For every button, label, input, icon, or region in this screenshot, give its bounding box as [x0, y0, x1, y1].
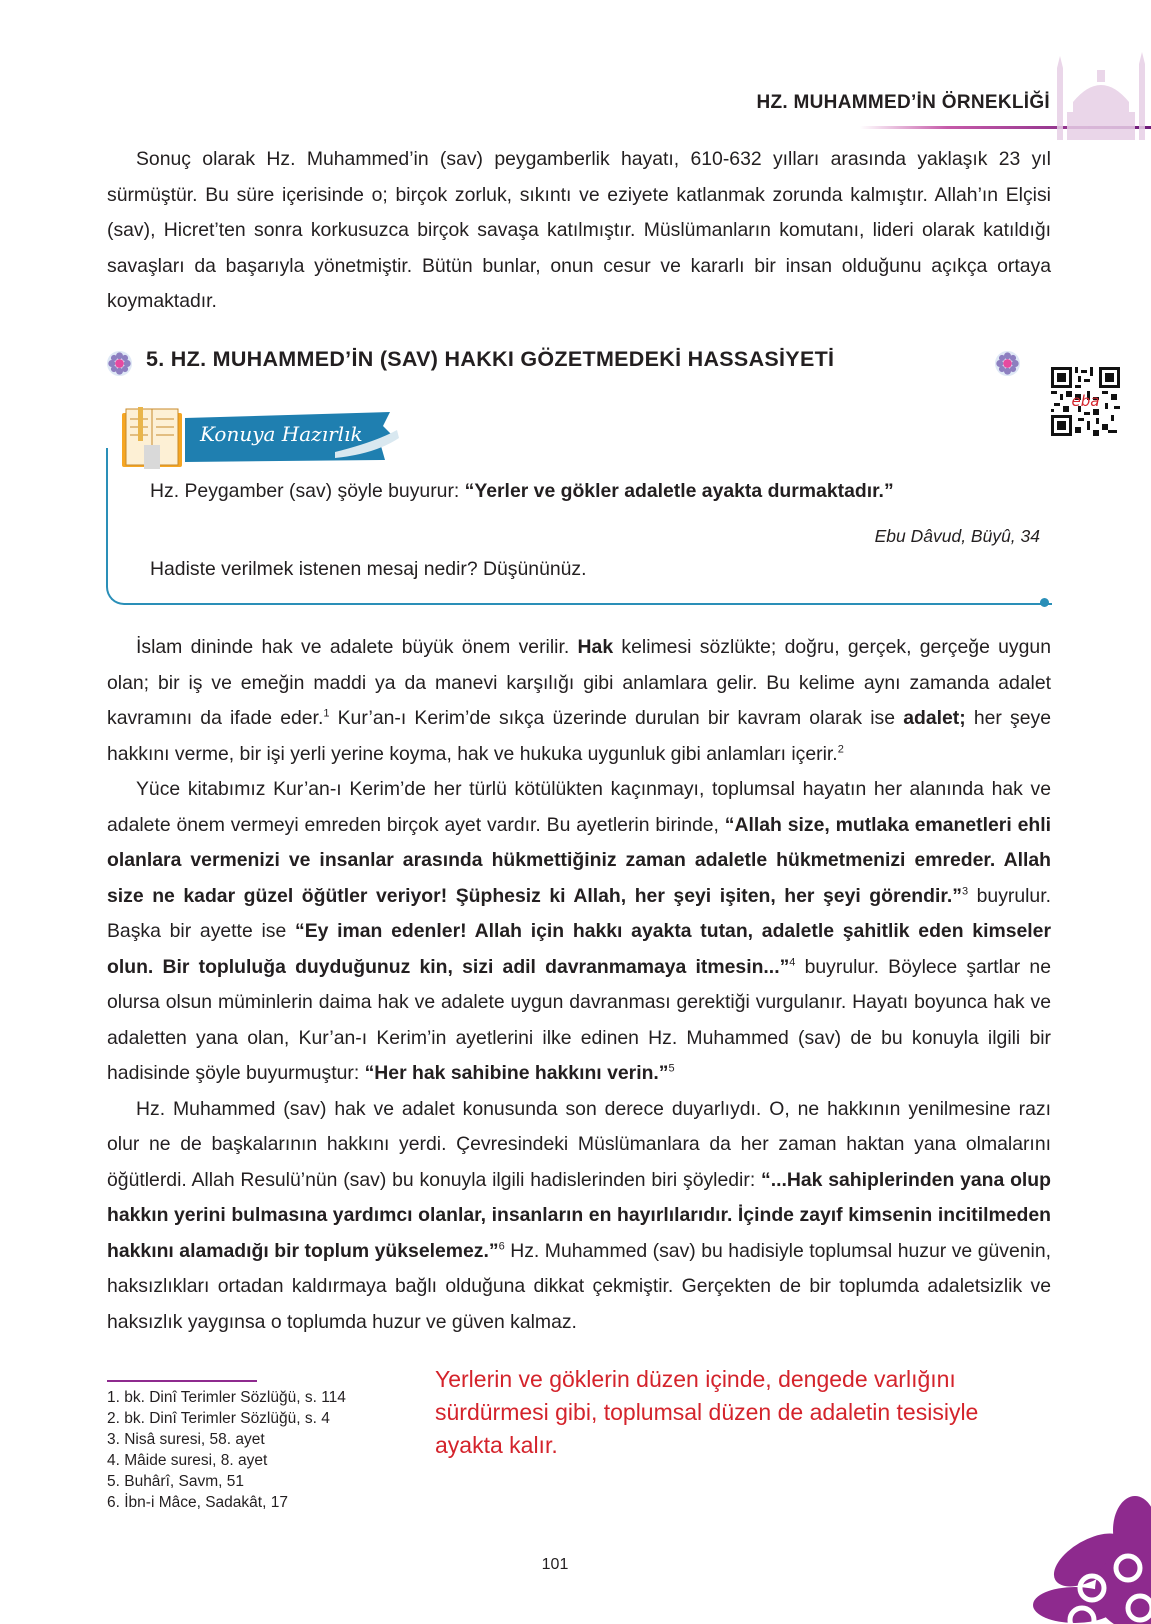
body-text [107, 630, 1051, 1340]
footnote: 6. İbn-i Mâce, Sadakât, 17 [107, 1494, 288, 1511]
reflection-question: Hadiste verilmek istenen mesaj nedir? Düşününüz. [150, 558, 587, 580]
qr-label: eba [1071, 392, 1100, 410]
hadith-prefix: Hz. Peygamber (sav) şöyle buyurur: [150, 480, 465, 502]
footnotes [107, 1387, 346, 1513]
flower-ornament-icon [106, 350, 133, 377]
flower-corner-icon [1030, 1490, 1151, 1624]
intro-text: Sonuç olarak Hz. Muhammed’in (sav) peygamberlik hayatı, 610-632 yılları arasında yaklaşık 23 yıl sürmüştür. Bu süre içerisinde o; birçok zorluk, sıkıntı ve eziyete katlanmak zorunda kalmıştır. Allah’ın Elçisi (sav), Hicret’ten sonra korkusuzca birçok savaşa katılmıştır. Müslümanların komutanı, lideri olarak katıldığı savaşları da başarıyla yönetmiştir. Bütün bunlar, onun cesur ve kararlı bir insan olduğunu açıkça ortaya koymaktadır. [107, 148, 1051, 312]
footnote: 1. bk. Dinî Terimler Sözlüğü, s. 114 [107, 1389, 346, 1406]
section-title-text: 5. HZ. MUHAMMED’İN (SAV) HAKKI GÖZETMEDEKİ HASSASİYETİ [146, 347, 835, 371]
footnote: 5. Buhârî, Savm, 51 [107, 1473, 244, 1490]
paragraph-1: İslam dininde hak ve adalete büyük önem verilir. Hak kelimesi sözlükte; doğru, gerçek, gerçeğe uygun olan; bir iş ve emeğin maddi ya da manevi karşılığı gibi anlamlara gelir. Bu kelime aynı zamanda adalet kavramını da ifade eder.$^1$ Kur’an-ı Kerim’de sıkça üzerinde durulan bir kavram olarak ise adalet; her şeye hakkını verme, bir işi yerli yerine koyma, hak ve hukuka uygunluk gibi anlamları içerir.$^2$ [107, 636, 1051, 765]
box-end-dot [1040, 598, 1049, 607]
paragraph-2: Yüce kitabımız Kur’an-ı Kerim’de her türlü kötülükten kaçınmayı, toplumsal hayatın her alanında hak ve adalete önem vermeyi emreden birçok ayet vardır. Bu ayetlerin birinde, “Allah size, mutlaka emanetleri ehli olanlara vermenizi ve insanlar arasında hükmettiğiniz zaman adaletle hükmetmenizi emreder. Allah size ne kadar güzel öğütler veriyor! Şüphesiz ki Allah, her şeyi işiten, her şeyi görendir.”$^3$ buyrulur. Başka bir ayette ise “Ey iman edenler! Allah için hakkı ayakta tutan, adaletle şahitlik eden kimseler olun. Bir topluluğa duyduğunuz kin, sizi adil davranmamaya itmesin...”$^4$ buyrulur. Böylece şartlar ne olursa olsun müminlerin daima hak ve adalete uygun davranması gerektiği vurgulanır. Hayatı boyunca hak ve adaletten yana olan, Kur’an-ı Kerim’in ayetlerini ilke edinen Hz. Muhammed (sav) de bu konuyla ilgili bir hadisinde şöyle buyurmuştur: “Her hak sahibine hakkını verin.”$^5$ [107, 778, 1051, 1084]
footnote: 2. bk. Dinî Terimler Sözlüğü, s. 4 [107, 1410, 330, 1427]
hadith-line [150, 480, 894, 503]
hadith-source: Ebu Dâvud, Büyû, 34 [874, 526, 1040, 546]
flower-ornament-icon [994, 350, 1021, 377]
footnote: 3. Nisâ suresi, 58. ayet [107, 1431, 265, 1448]
mosque-icon [1051, 50, 1151, 140]
handwritten-annotation: Yerlerin ve göklerin düzen içinde, dengede varlığını sürdürmesi gibi, toplumsal düzen de adaletin tesisiyle ayakta kalır. [435, 1366, 979, 1458]
open-book-icon [118, 405, 186, 475]
qr-code[interactable] [1051, 367, 1120, 436]
chapter-title: HZ. MUHAMMED’İN ÖRNEKLİĞİ [756, 92, 1050, 113]
hadith-quote: “Yerler ve gökler adaletle ayakta durmaktadır.” [464, 480, 894, 502]
topic-banner-text: Konuya Hazırlık [200, 422, 363, 446]
footnote-divider [107, 1380, 257, 1382]
paragraph-3: Hz. Muhammed (sav) hak ve adalet konusunda son derece duyarlıydı. O, ne hakkının yenilmesine razı olur ne de başkalarının hakkını yerdi. Çevresindeki Müslümanlara da her zaman haktan yana olmalarını öğütlerdi. Allah Resulü’nün (sav) bu konuyla ilgili hadislerinden biri şöyledir: “...Hak sahiplerinden yana olup hakkın yerini bulmasına yardımcı olanlar, insanların en hayırlılarıdır. İçinde zayıf kimsenin incitilmeden hakkını alamadığı bir toplum yükselemez.”$^6$ Hz. Muhammed (sav) bu hadisiyle toplumsal huzur ve güvenin, haksızlıkları ortadan kaldırmaya bağlı olduğuna dikkat çekmiştir. Gerçekten de bir toplumda adaletsizlik ve haksızlık yaygınsa o toplumda huzur ve güven kalmaz. [107, 1097, 1052, 1333]
intro-paragraph [107, 142, 1051, 320]
page-number: 101 [541, 1556, 569, 1573]
footnote: 4. Mâide suresi, 8. ayet [107, 1452, 268, 1469]
